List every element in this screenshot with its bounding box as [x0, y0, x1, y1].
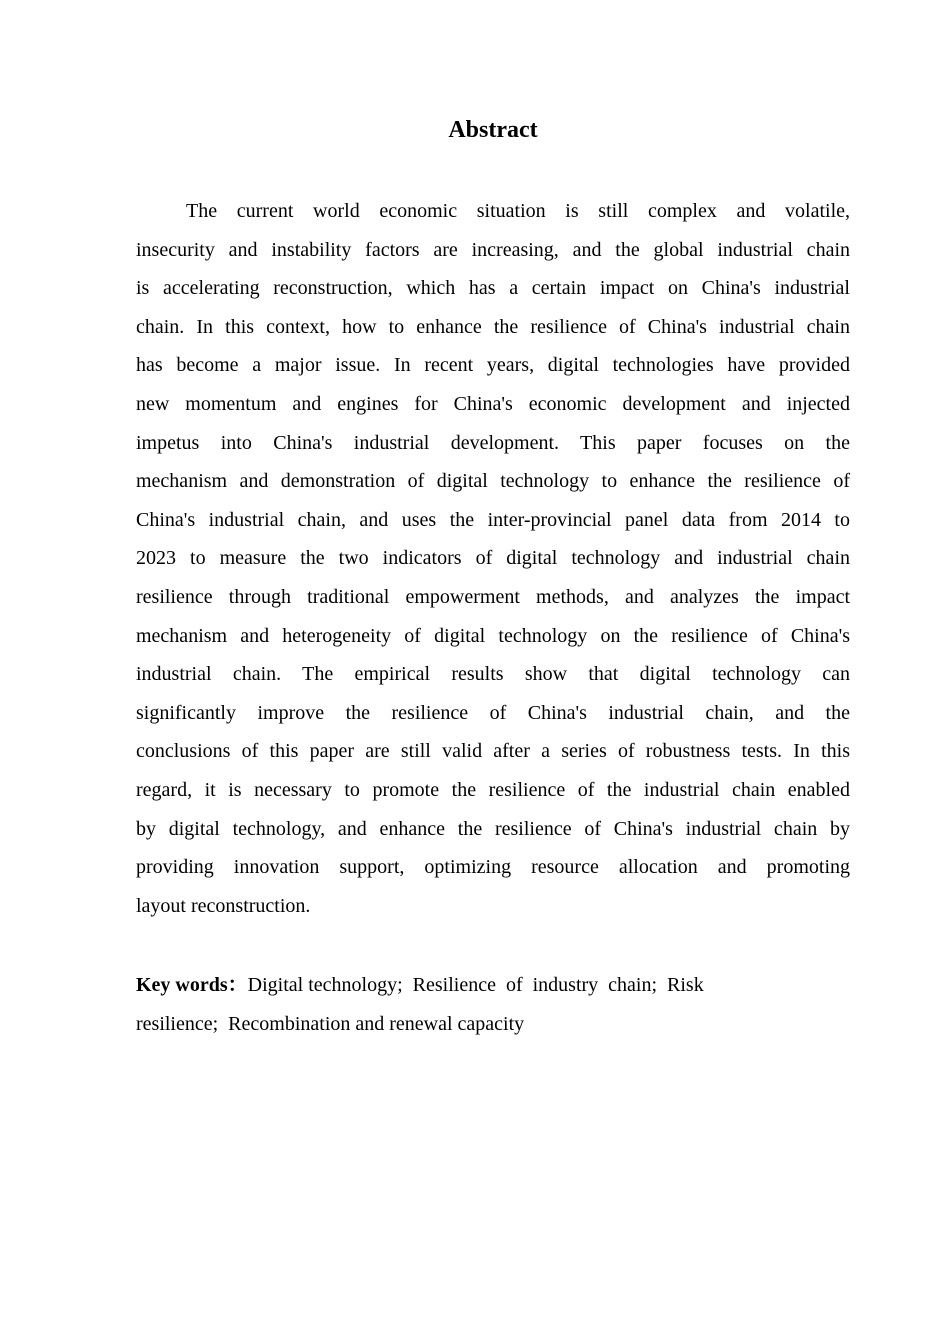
abstract-line: The current world economic situation is still complex and volatile, — [186, 200, 850, 222]
keywords-line-2: resilience; Recombination and renewal capacity — [136, 1012, 525, 1035]
abstract-line: significantly improve the resilience of China's industrial chain, and the — [136, 701, 850, 724]
abstract-line: insecurity and instability factors are increasing, and the global industrial chain — [136, 238, 850, 261]
keywords-line-1 — [136, 966, 850, 1005]
abstract-line: impetus into China's industrial development. This paper focuses on the — [136, 431, 850, 454]
keywords-label: Key words： — [136, 974, 248, 996]
abstract-line: providing innovation support, optimizing resource allocation and promoting — [136, 856, 850, 879]
abstract-line: new momentum and engines for China's economic development and injected — [136, 392, 850, 415]
abstract-line: is accelerating reconstruction, which has a certain impact on China's industrial — [136, 277, 850, 300]
keywords-text: Digital technology; Resilience of industry chain; Risk — [247, 974, 704, 996]
abstract-line: industrial chain. The empirical results show that digital technology can — [136, 663, 850, 686]
abstract-line: resilience through traditional empowerment methods, and analyzes the impact — [136, 585, 850, 608]
abstract-line: 2023 to measure the two indicators of digital technology and industrial chain — [136, 547, 850, 570]
abstract-line: China's industrial chain, and uses the inter-provincial panel data from 2014 to — [136, 508, 850, 531]
abstract-line: by digital technology, and enhance the resilience of China's industrial chain by — [136, 817, 850, 840]
abstract-line: conclusions of this paper are still valid after a series of robustness tests. In this — [136, 740, 850, 763]
abstract-body — [136, 192, 850, 925]
abstract-line: chain. In this context, how to enhance the resilience of China's industrial chain — [136, 315, 850, 338]
abstract-line: has become a major issue. In recent years, digital technologies have provided — [136, 354, 850, 377]
keywords-section — [136, 966, 850, 1043]
abstract-line: regard, it is necessary to promote the resilience of the industrial chain enabled — [136, 778, 850, 801]
abstract-line: mechanism and demonstration of digital technology to enhance the resilience of — [136, 470, 850, 493]
abstract-line: mechanism and heterogeneity of digital technology on the resilience of China's — [136, 624, 850, 647]
abstract-title: Abstract — [448, 117, 538, 143]
abstract-line: layout reconstruction. — [136, 894, 311, 917]
